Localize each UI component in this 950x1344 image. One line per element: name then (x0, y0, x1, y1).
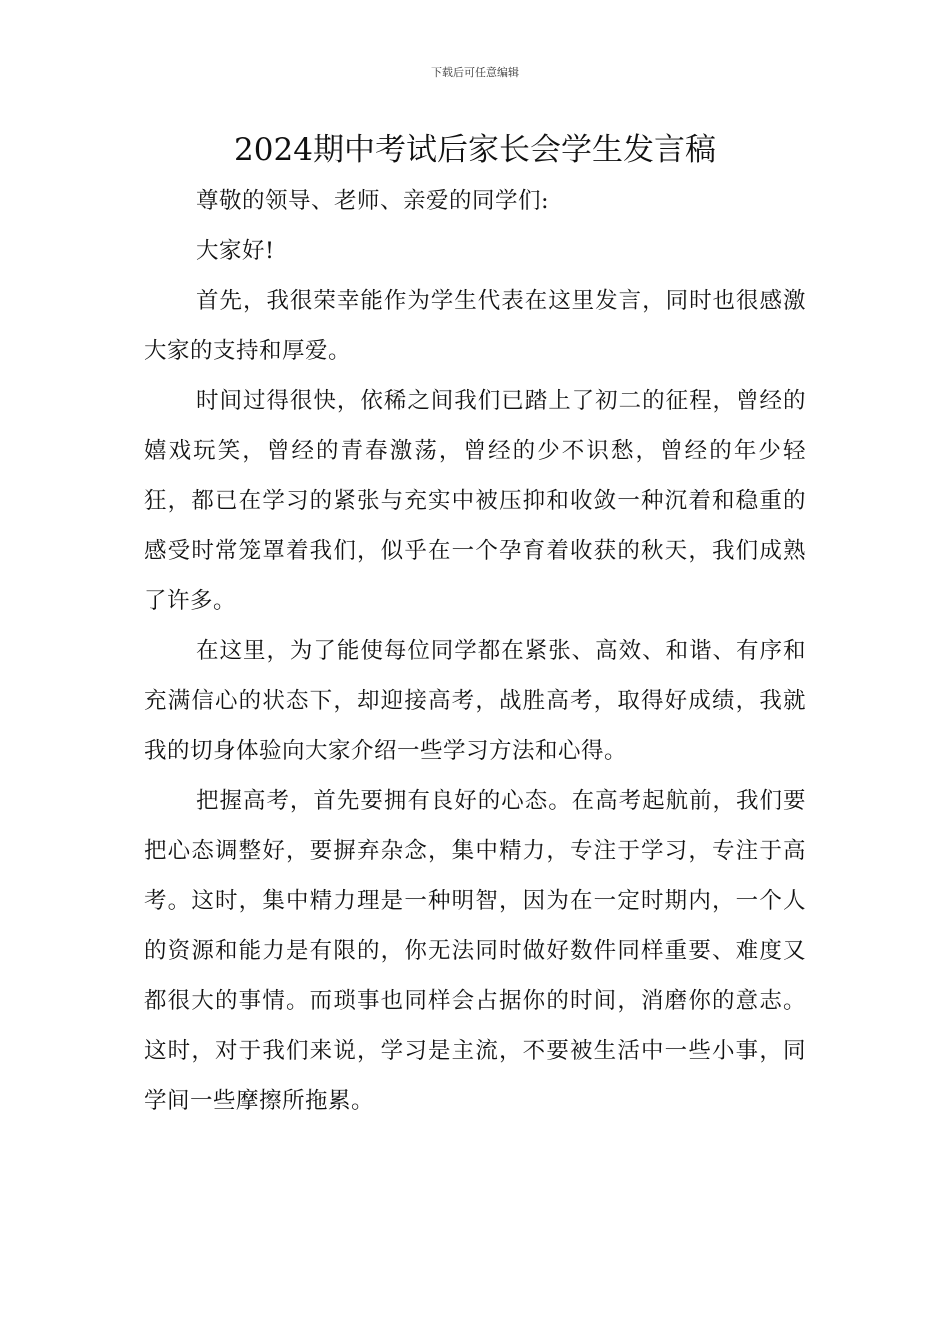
header-note: 下载后可任意编辑 (431, 66, 519, 79)
body-paragraph: 首先，我很荣幸能作为学生代表在这里发言，同时也很感激大家的支持和厚爱。 (144, 288, 806, 364)
body-paragraph: 时间过得很快，依稀之间我们已踏上了初二的征程，曾经的嬉戏玩笑，曾经的青春激荡，曾经的少不识愁，曾经的年少轻狂，都已在学习的紧张与充实中被压抑和收敛一种沉着和稳重的感受时常笼罩着我们，似乎在一个孕育着收获的秋天，我们成熟了许多。 (144, 388, 806, 614)
document-body (144, 176, 806, 1126)
body-paragraph: 在这里，为了能使每位同学都在紧张、高效、和谐、有序和充满信心的状态下，却迎接高考，战胜高考，取得好成绩，我就我的切身体验向大家介绍一些学习方法和心得。 (144, 638, 806, 764)
body-paragraph: 把握高考，首先要拥有良好的心态。在高考起航前，我们要把心态调整好，要摒弃杂念，集中精力，专注于学习，专注于高考。这时，集中精力理是一种明智，因为在一定时期内，一个人的资源和能力是有限的，你无法同时做好数件同样重要、难度又都很大的事情。而琐事也同样会占据你的时间，消磨你的意志。这时，对于我们来说，学习是主流，不要被生活中一些小事，同学间一些摩擦所拖累。 (144, 788, 806, 1114)
salutation-paragraph: 尊敬的领导、老师、亲爱的同学们: (196, 188, 550, 214)
greeting-paragraph: 大家好! (196, 238, 275, 264)
document-title: 2024期中考试后家长会学生发言稿 (234, 132, 716, 168)
